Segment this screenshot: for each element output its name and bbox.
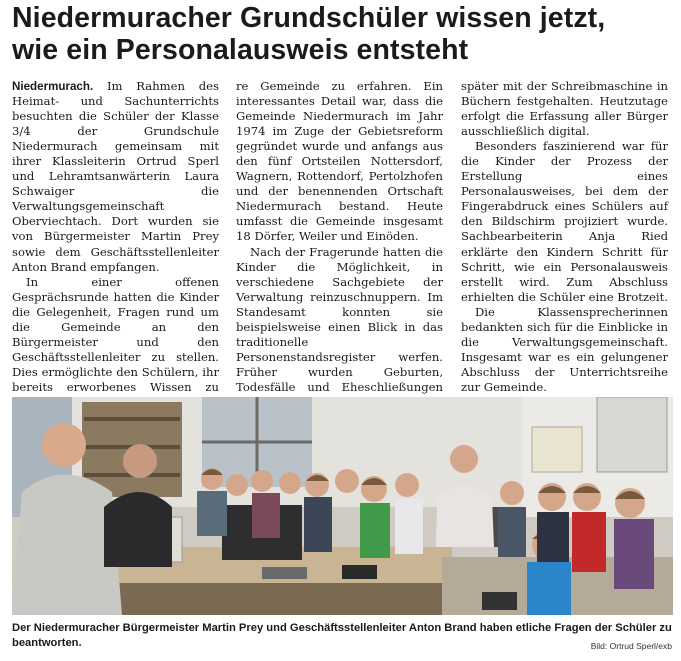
paragraph: Nach der Fragerunde hatten die Kinder die Möglichkeit, in verschiedene Sachgebiete der Verwaltung reinzuschnuppern. Im Standesamt konnten sie beispielsweise einen Blick in das traditionelle Personenstandsregister werfen. Früher wurden Geburten, Todesfälle und Eheschließungen	[236, 244, 443, 394]
paragraph: re Gemeinde zu erfahren. Ein interessantes Detail war, dass die Gemeinde Niedermurach im Jahr 1974 im Zuge der Gebietsreform gegründet wurde und anfangs aus den fünf Ortsteilen Nottersdorf, Wagnern, Rottendorf, Pertolzhofen und der benennenden Ortschaft Niedermurach bestand. Heute umfasst die Gemeinde insgesamt 18 Dörfer, Weiler und Einöden.	[236, 79, 443, 244]
photo-credit: Bild: Ortrud Sperl/exb	[590, 641, 672, 651]
article-headline	[12, 2, 672, 66]
headline-line-1: Niedermuracher Grundschüler wissen jetzt,	[12, 2, 606, 34]
text-column-1	[12, 79, 219, 425]
paragraph: Besonders faszinierend war für die Kinder der Prozess der Erstellung eines Personalausweises, bei dem der Fingerabdruck eines Schülers auf den Bildschirm projiziert wurde. Sachbearbeiterin Anja Ried erklärte den Kindern Schritt für Schritt, wie ein Personalausweis erstellt wird. Zum Abschluss erhielten die Schüler eine Brotzeit.	[461, 139, 668, 304]
dateline: Niedermurach.	[12, 80, 94, 93]
paragraph: Die Klassensprecherinnen bedankten sich für die Einblicke in die Verwaltungsgemeinschaft. Insgesamt war es ein gelungener Abschluss der Unterrichtsreihe zur Gemeinde.	[461, 304, 668, 394]
photo-caption: Der Niedermuracher Bürgermeister Martin Prey und Geschäftsstellenleiter Anton Brand haben etliche Fragen der Schüler zu beantworten.	[12, 622, 672, 649]
paragraph	[12, 79, 219, 275]
article-photo	[12, 397, 673, 615]
paragraph: In einer offenen Gesprächsrunde hatten die Kinder die Gelegenheit, Fragen rund um die Gemeinde an den Bürgermeister und den Geschäftsstellenleiter zu stellen. Dies ermöglichte den Schülern, ihr bereits erworbenes Wissen zu	[12, 274, 219, 394]
paragraph: später mit der Schreibmaschine in Büchern festgehalten. Heutzutage erfolgt die Erfassung aller Bürger ausschließlich digital.	[461, 79, 668, 139]
headline-line-2: wie ein Personalausweis entsteht	[12, 34, 469, 66]
text-column-2	[236, 79, 443, 410]
text-column-3	[461, 79, 668, 395]
photo-illustration	[12, 397, 673, 615]
paragraph-text: Im Rahmen des Heimat- und Sachunterrichts besuchten die Schüler der Klasse 3/4 der Grundschule Niedermurach gemeinsam mit ihrer Klassleiterin Ortrud Sperl und Lehramtsanwärterin Laura Schwaiger die Verwaltungsgemeinschaft Oberviechtach. Dort wurden sie von Bürgermeister Martin Prey sowie dem Geschäftsstellenleiter Anton Brand empfangen.	[12, 79, 219, 274]
